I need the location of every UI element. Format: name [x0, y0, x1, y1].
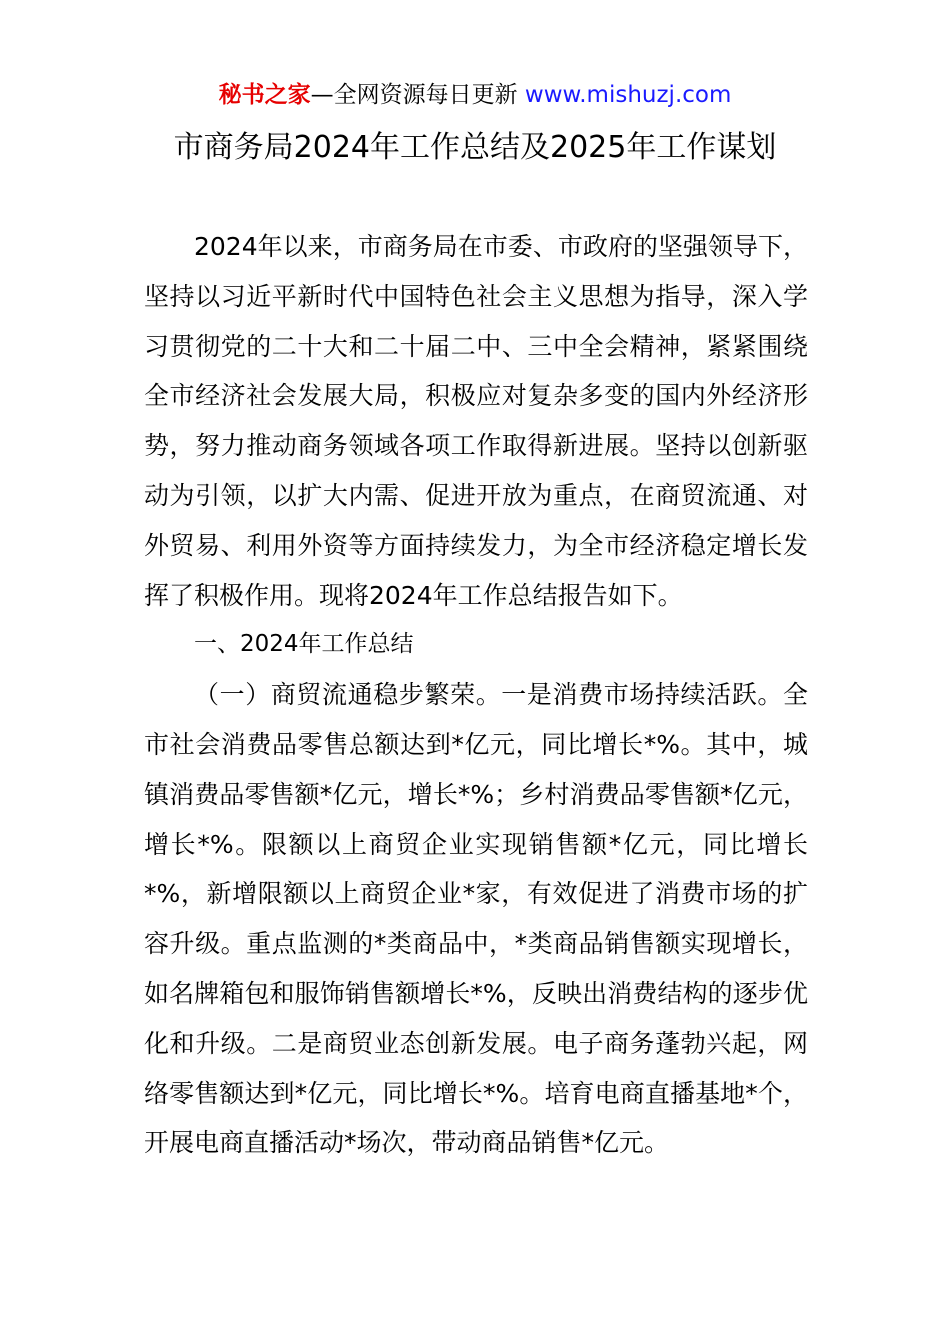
header-tagline: —全网资源每日更新: [310, 82, 525, 108]
document-title: 市商务局2024年工作总结及2025年工作谋划: [173, 130, 777, 165]
brand-name: 秘书之家: [218, 82, 311, 108]
document-body: [144, 222, 808, 1168]
site-header: [0, 78, 950, 112]
intro-paragraph: 2024年以来，市商务局在市委、市政府的坚强领导下，坚持以习近平新时代中国特色社会主义思想为指导，深入学习贯彻党的二十大和二十届二中、三中全会精神，紧紧围绕全市经济社会发展大局，积极应对复杂多变的国内外经济形势，努力推动商务领域各项工作取得新进展。坚持以创新驱动为引领，以扩大内需、促进开放为重点，在商贸流通、对外贸易、利用外资等方面持续发力，为全市经济稳定增长发挥了积极作用。现将2024年工作总结报告如下。: [144, 232, 808, 610]
section-heading: 一、2024年工作总结: [194, 631, 414, 658]
site-url-link[interactable]: www.mishuzj.com: [524, 82, 732, 108]
section-paragraph: （一）商贸流通稳步繁荣。一是消费市场持续活跃。全市社会消费品零售总额达到*亿元，同比增长*%。其中，城镇消费品零售额*亿元，增长*%；乡村消费品零售额*亿元，增长*%。限额以上商贸企业实现销售额*亿元，同比增长*%，新增限额以上商贸企业*家，有效促进了消费市场的扩容升级。重点监测的*类商品中，*类商品销售额实现增长，如名牌箱包和服饰销售额增长*%，反映出消费结构的逐步优化和升级。二是商贸业态创新发展。电子商务蓬勃兴起，网络零售额达到*亿元，同比增长*%。培育电商直播基地*个，开展电商直播活动*场次，带动商品销售*亿元。: [144, 680, 808, 1158]
